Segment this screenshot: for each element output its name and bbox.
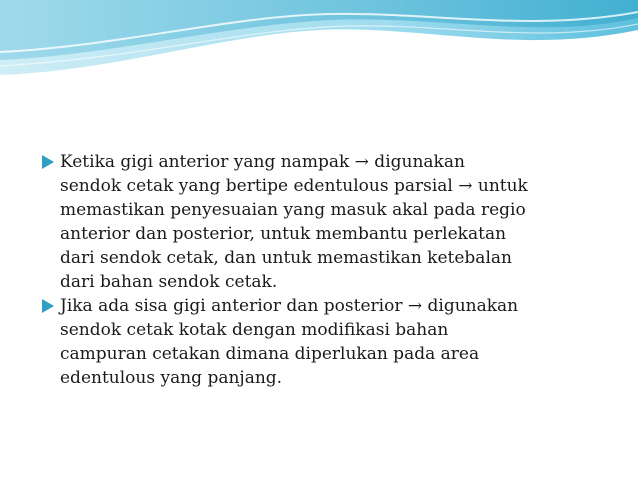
bullet-item [40,150,610,294]
header-wave-decoration [0,0,638,90]
bullet-item [40,294,610,390]
bullet-list [40,150,610,390]
bullet-text: Ketika gigi anterior yang nampak → digunakan sendok cetak yang bertipe edentulous parsial → untuk memastikan penyesuaian yang masuk akal pada regio anterior dan posterior, untuk membantu perlekatan dari sendok cetak, dan untuk memastikan ketebalan dari bahan sendok cetak. [60,152,528,292]
arrow-bullet-icon [42,299,54,313]
arrow-bullet-icon [42,155,54,169]
bullet-text: Jika ada sisa gigi anterior dan posterior → digunakan sendok cetak kotak dengan modifikasi bahan campuran cetakan dimana diperlukan pada area edentulous yang panjang. [60,296,519,388]
